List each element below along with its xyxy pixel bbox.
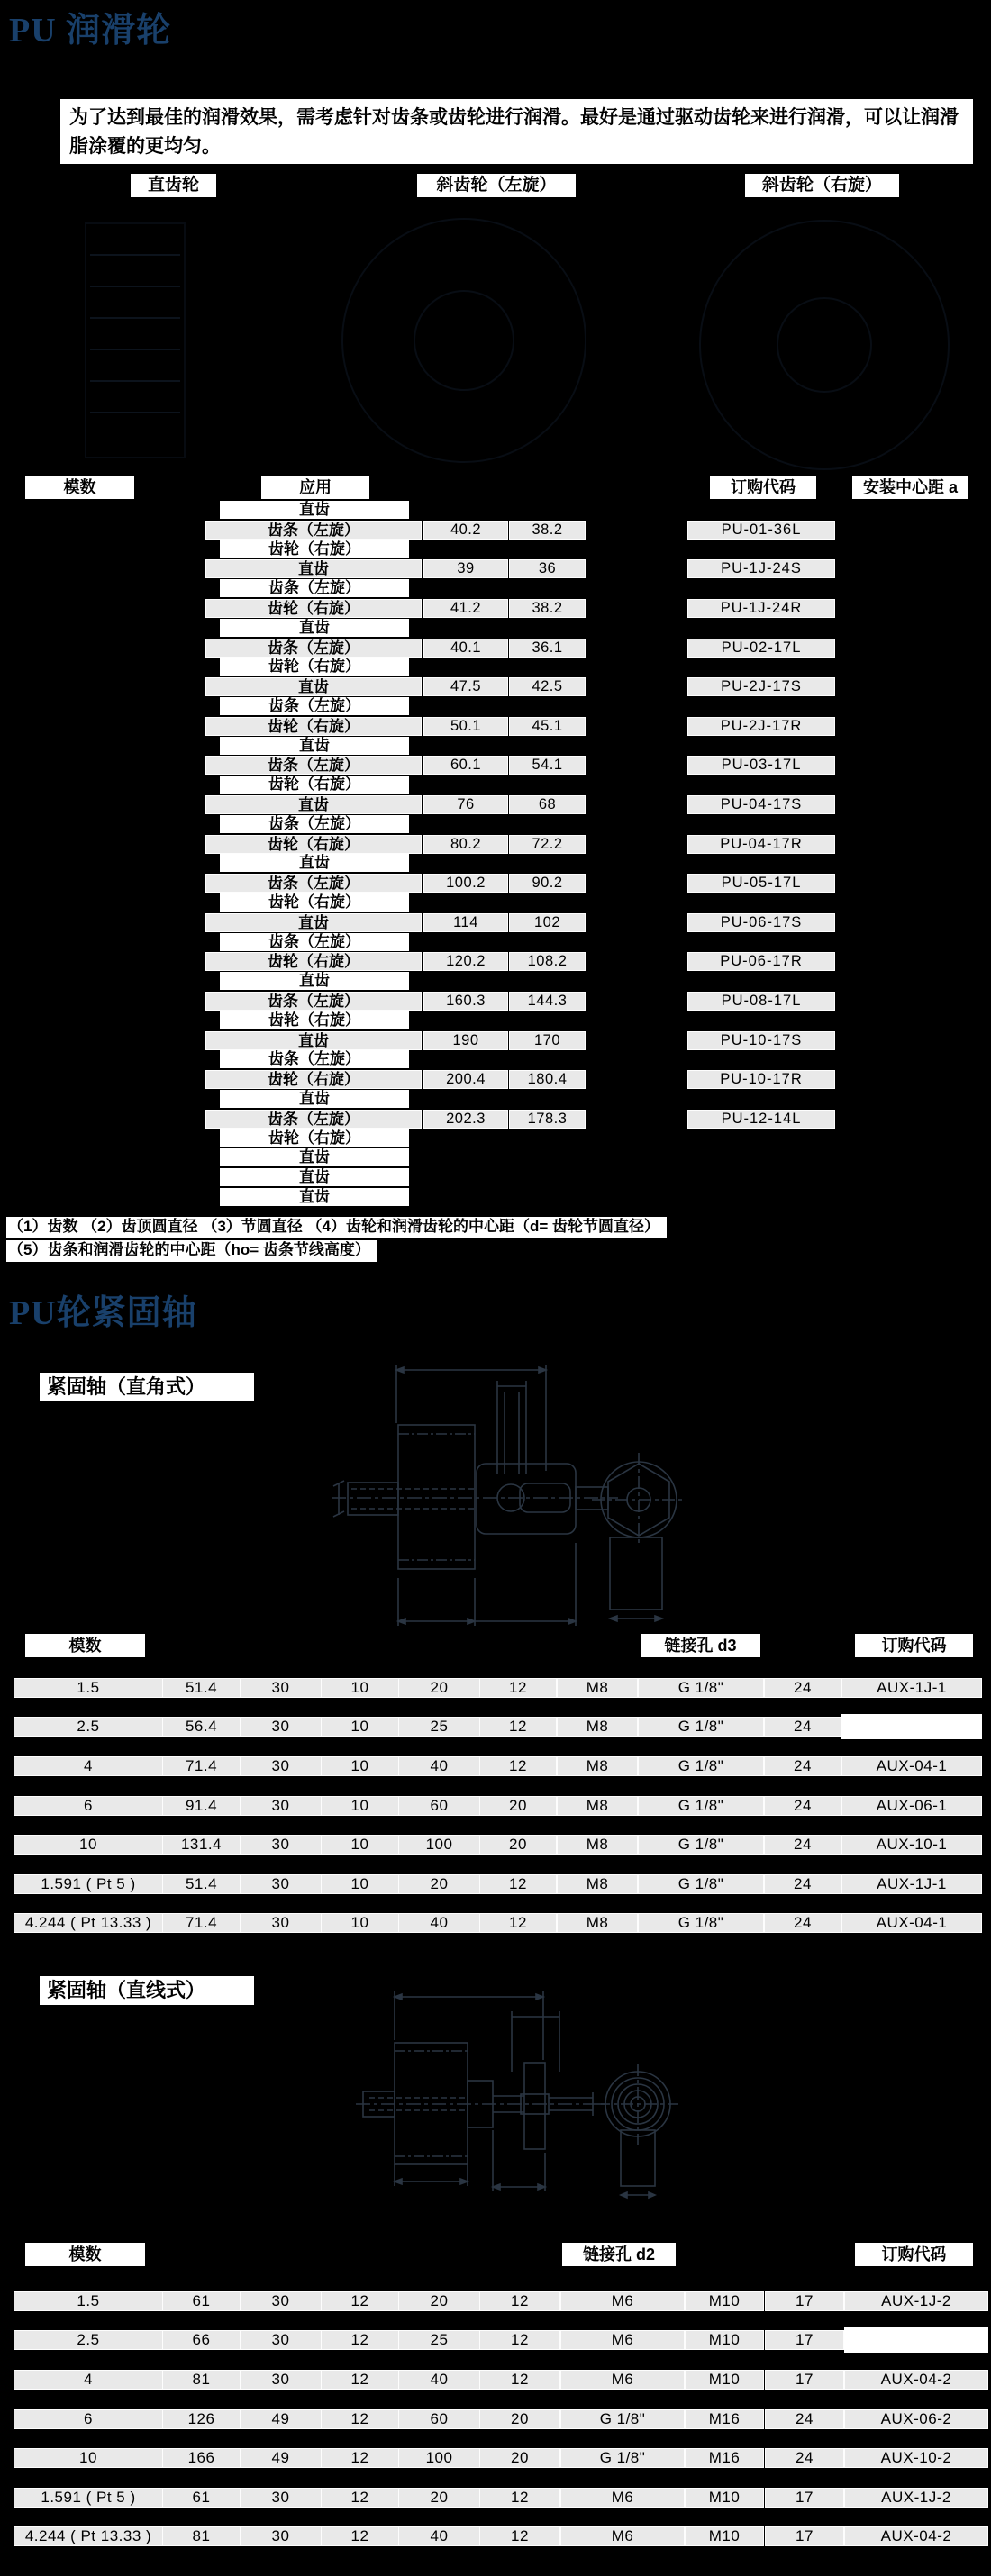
footnote-2: （5）齿条和润滑齿轮的中心距（ho= 齿条节线高度）	[6, 1240, 377, 1262]
value-cell: 24	[764, 1835, 841, 1855]
table-row	[0, 795, 991, 814]
value-cell-D: 38.2	[509, 521, 586, 540]
value-cell: 17	[765, 2370, 844, 2390]
application-cell: 齿轮（右旋）	[205, 835, 422, 854]
order-code-cell: AUX-06-2	[844, 2409, 988, 2429]
value-cell: 12	[479, 2488, 560, 2508]
table-row	[0, 1110, 991, 1129]
value-cell: 20	[398, 2291, 480, 2311]
module-cell: 4	[14, 2370, 163, 2390]
value-cell: 81	[162, 2526, 241, 2546]
table-row	[0, 677, 991, 696]
value-cell: M10	[685, 2291, 764, 2311]
application-cell: 齿条（左旋）	[205, 992, 422, 1011]
application-cell: 直齿	[205, 913, 422, 932]
value-cell: 25	[398, 1717, 480, 1737]
application-cell: 齿条（左旋）	[205, 521, 422, 540]
value-cell: 17	[765, 2488, 844, 2508]
value-cell: 40	[398, 2526, 480, 2546]
table-row	[0, 579, 991, 598]
value-cell: 71.4	[162, 1756, 241, 1776]
table-row	[0, 835, 991, 854]
value-cell: 30	[240, 2291, 322, 2311]
value-cell-d: 47.5	[423, 677, 508, 696]
value-cell-D: 170	[509, 1031, 586, 1050]
order-code-cell: PU-1J-24S	[687, 559, 835, 578]
value-cell: 24	[764, 1796, 841, 1816]
value-cell: 10	[321, 1796, 399, 1816]
value-cell: 12	[321, 2526, 399, 2546]
value-cell-d: 100.2	[423, 874, 508, 893]
image-label-spur-gear: 直齿轮	[130, 173, 217, 198]
order-code-cell: PU-2J-17R	[687, 717, 835, 736]
value-cell: 56.4	[162, 1717, 241, 1737]
order-code-cell: AUX-04-1	[841, 1913, 982, 1933]
order-code-cell: PU-08-17L	[687, 992, 835, 1011]
product-photo-helical-left	[297, 205, 631, 476]
table-row	[0, 933, 991, 952]
value-cell: 30	[240, 1678, 322, 1698]
table-row	[0, 1148, 991, 1167]
order-code-cell: PU-12-14L	[687, 1110, 835, 1129]
value-cell: 20	[479, 1835, 557, 1855]
table-row	[0, 1050, 991, 1069]
value-cell: 126	[162, 2409, 241, 2429]
table-row	[0, 1129, 991, 1148]
value-cell: 30	[240, 2526, 322, 2546]
application-cell: 齿条（左旋）	[220, 815, 409, 833]
value-cell-D: 90.2	[509, 874, 586, 893]
value-cell: 24	[765, 2409, 844, 2429]
product-photo-spur-gear	[50, 205, 248, 476]
value-cell: 40	[398, 1913, 480, 1933]
value-cell: 10	[321, 1913, 399, 1933]
table-row	[0, 952, 991, 971]
value-cell: 12	[321, 2291, 399, 2311]
value-cell-D: 144.3	[509, 992, 586, 1011]
order-code-cell: PU-05-17L	[687, 874, 835, 893]
value-cell: 100	[398, 1835, 480, 1855]
table-row	[0, 756, 991, 775]
value-cell: M8	[557, 1756, 638, 1776]
value-cell: M10	[685, 2330, 764, 2350]
value-cell: 20	[479, 1796, 557, 1816]
application-cell: 齿轮（右旋）	[220, 1129, 409, 1147]
application-cell: 齿轮（右旋）	[220, 658, 409, 676]
module-cell: 6	[14, 1796, 163, 1816]
value-cell-d: 76	[423, 795, 508, 814]
table-row	[0, 972, 991, 991]
table-row	[0, 913, 991, 932]
value-cell: 30	[240, 2370, 322, 2390]
value-cell: 20	[398, 1678, 480, 1698]
table-b-header-module: 模数	[25, 2243, 145, 2266]
table-row	[0, 1090, 991, 1109]
value-cell: M10	[685, 2488, 764, 2508]
value-cell: 20	[398, 2488, 480, 2508]
value-cell: M16	[685, 2448, 764, 2468]
order-code-cell: AUX-04-1	[841, 1756, 982, 1776]
value-cell: 30	[240, 1717, 322, 1737]
page-title: PU 润滑轮	[9, 12, 172, 50]
value-cell-d: 202.3	[423, 1110, 508, 1129]
value-cell: 12	[479, 2330, 560, 2350]
value-cell: 40	[398, 1756, 480, 1776]
value-cell: 30	[240, 2330, 322, 2350]
value-cell-d: 40.2	[423, 521, 508, 540]
value-cell: G 1/8"	[638, 1717, 764, 1737]
application-cell: 齿轮（右旋）	[205, 717, 422, 736]
value-cell: 12	[479, 1756, 557, 1776]
value-cell: M8	[557, 1913, 638, 1933]
application-cell: 直齿	[205, 677, 422, 696]
application-cell: 齿条（左旋）	[205, 874, 422, 893]
application-cell: 齿轮（右旋）	[220, 893, 409, 912]
table-row	[0, 1070, 991, 1089]
value-cell: 10	[321, 1835, 399, 1855]
value-cell: 20	[479, 2448, 560, 2468]
application-cell: 齿条（左旋）	[220, 933, 409, 951]
order-code-cell: AUX-1J-1	[841, 1678, 982, 1698]
value-cell-D: 102	[509, 913, 586, 932]
value-cell: M10	[685, 2370, 764, 2390]
main-header-module: 模数	[25, 476, 134, 499]
table-row	[0, 1011, 991, 1030]
value-cell-D: 45.1	[509, 717, 586, 736]
technical-drawing-straight	[351, 1986, 982, 2211]
table-row	[0, 737, 991, 756]
value-cell-d: 120.2	[423, 952, 508, 971]
order-code-cell: AUX-10-1	[841, 1835, 982, 1855]
value-cell-d: 39	[423, 559, 508, 578]
value-cell: 17	[765, 2291, 844, 2311]
value-cell: 17	[765, 2526, 844, 2546]
value-cell-D: 38.2	[509, 599, 586, 618]
value-cell-d: 60.1	[423, 756, 508, 775]
value-cell: G 1/8"	[560, 2409, 685, 2429]
module-cell: 10	[14, 2448, 163, 2468]
order-code-cell: PU-06-17R	[687, 952, 835, 971]
value-cell: 10	[321, 1874, 399, 1894]
order-code-cell: AUX-1J-2	[844, 2488, 988, 2508]
value-cell: 166	[162, 2448, 241, 2468]
value-cell: 49	[240, 2409, 322, 2429]
value-cell: 24	[764, 1756, 841, 1776]
table-row	[0, 992, 991, 1011]
value-cell: 24	[764, 1717, 841, 1737]
value-cell-d: 160.3	[423, 992, 508, 1011]
application-cell: 齿条（左旋）	[205, 1110, 422, 1129]
value-cell: M6	[560, 2370, 685, 2390]
value-cell: 12	[479, 1717, 557, 1737]
order-code-cell: PU-04-17R	[687, 835, 835, 854]
value-cell: M16	[685, 2409, 764, 2429]
application-cell: 齿轮（右旋）	[220, 540, 409, 558]
value-cell: 30	[240, 1835, 322, 1855]
application-cell: 齿轮（右旋）	[205, 599, 422, 618]
module-cell: 2.5	[14, 1717, 163, 1737]
module-cell: 1.591 ( Pt 5 )	[14, 2488, 163, 2508]
table-row	[0, 717, 991, 736]
value-cell: M6	[560, 2526, 685, 2546]
section2-title: PU轮紧固轴	[9, 1294, 197, 1332]
table-row	[0, 599, 991, 618]
table-row	[0, 559, 991, 578]
value-cell: 12	[479, 2291, 560, 2311]
value-cell: 12	[479, 1678, 557, 1698]
value-cell: 12	[321, 2488, 399, 2508]
value-cell: 71.4	[162, 1913, 241, 1933]
application-cell: 齿条（左旋）	[205, 639, 422, 658]
order-code-cell: PU-04-17S	[687, 795, 835, 814]
order-code-cell: PU-2J-17S	[687, 677, 835, 696]
value-cell: G 1/8"	[638, 1796, 764, 1816]
value-cell: 100	[398, 2448, 480, 2468]
value-cell-D: 36.1	[509, 639, 586, 658]
value-cell: 51.4	[162, 1678, 241, 1698]
application-cell: 齿条（左旋）	[220, 697, 409, 715]
order-code-cell: PU-10-17R	[687, 1070, 835, 1089]
table-a-header-module: 模数	[25, 1634, 145, 1657]
table-row	[0, 639, 991, 658]
application-cell: 直齿	[220, 1090, 409, 1108]
value-cell: M6	[560, 2291, 685, 2311]
order-code-cell	[844, 2327, 988, 2353]
value-cell: 25	[398, 2330, 480, 2350]
subsection-label-straight: 紧固轴（直线式）	[40, 1976, 254, 2005]
application-cell: 齿轮（右旋）	[220, 1011, 409, 1029]
table-a-header-hole-d3: 链接孔 d3	[641, 1634, 760, 1657]
value-cell: 20	[479, 2409, 560, 2429]
order-code-cell: AUX-1J-1	[841, 1874, 982, 1894]
value-cell: 12	[479, 1874, 557, 1894]
image-label-helical-right: 斜齿轮（右旋）	[744, 173, 900, 198]
value-cell: 81	[162, 2370, 241, 2390]
main-header-application: 应用	[261, 476, 369, 499]
application-cell: 直齿	[220, 1168, 409, 1186]
value-cell: 91.4	[162, 1796, 241, 1816]
value-cell: M8	[557, 1796, 638, 1816]
value-cell: 12	[479, 1913, 557, 1933]
table-row	[0, 854, 991, 873]
value-cell: M10	[685, 2526, 764, 2546]
value-cell: 30	[240, 2488, 322, 2508]
value-cell: G 1/8"	[638, 1678, 764, 1698]
value-cell-d: 50.1	[423, 717, 508, 736]
value-cell: G 1/8"	[638, 1756, 764, 1776]
module-cell: 1.5	[14, 1678, 163, 1698]
value-cell: M8	[557, 1717, 638, 1737]
value-cell: 51.4	[162, 1874, 241, 1894]
value-cell-D: 108.2	[509, 952, 586, 971]
order-code-cell: PU-03-17L	[687, 756, 835, 775]
application-cell: 齿条（左旋）	[205, 756, 422, 775]
table-row	[0, 893, 991, 912]
value-cell: 30	[240, 1796, 322, 1816]
application-cell: 齿条（左旋）	[220, 579, 409, 597]
table-row	[0, 540, 991, 559]
value-cell-D: 54.1	[509, 756, 586, 775]
table-b-header-hole-d2: 链接孔 d2	[562, 2243, 676, 2266]
value-cell: M6	[560, 2330, 685, 2350]
application-cell: 齿轮（右旋）	[220, 776, 409, 794]
value-cell-d: 41.2	[423, 599, 508, 618]
module-cell: 1.5	[14, 2291, 163, 2311]
application-cell: 直齿	[220, 1148, 409, 1166]
application-cell: 直齿	[220, 501, 409, 519]
module-cell: 6	[14, 2409, 163, 2429]
value-cell: 24	[764, 1913, 841, 1933]
value-cell-D: 72.2	[509, 835, 586, 854]
module-cell: 2.5	[14, 2330, 163, 2350]
value-cell: G 1/8"	[638, 1874, 764, 1894]
order-code-cell: AUX-10-2	[844, 2448, 988, 2468]
value-cell-D: 68	[509, 795, 586, 814]
application-cell: 直齿	[205, 559, 422, 578]
value-cell: 66	[162, 2330, 241, 2350]
order-code-cell: AUX-06-1	[841, 1796, 982, 1816]
value-cell: G 1/8"	[638, 1835, 764, 1855]
order-code-cell	[841, 1714, 982, 1739]
value-cell: 24	[764, 1678, 841, 1698]
application-cell: 直齿	[220, 737, 409, 755]
value-cell-d: 80.2	[423, 835, 508, 854]
table-row	[0, 815, 991, 834]
product-photo-helical-right	[667, 205, 982, 476]
value-cell: M8	[557, 1874, 638, 1894]
value-cell: 61	[162, 2488, 241, 2508]
application-cell: 直齿	[220, 619, 409, 637]
intro-text-box: 为了达到最佳的润滑效果，需考虑针对齿条或齿轮进行润滑。最好是通过驱动齿轮来进行润滑，可以让润滑脂涂覆的更均匀。	[59, 98, 974, 165]
value-cell: 12	[479, 2526, 560, 2546]
table-row	[0, 1031, 991, 1050]
value-cell-d: 40.1	[423, 639, 508, 658]
technical-drawing-right-angle	[297, 1356, 811, 1635]
application-cell: 直齿	[220, 1188, 409, 1206]
table-a-header-order-code: 订购代码	[855, 1634, 973, 1657]
value-cell: 24	[765, 2448, 844, 2468]
order-code-cell: PU-10-17S	[687, 1031, 835, 1050]
value-cell: 10	[321, 1717, 399, 1737]
main-header-center-distance: 安装中心距 a	[852, 476, 968, 499]
value-cell: M6	[560, 2488, 685, 2508]
table-row	[0, 521, 991, 540]
module-cell: 4.244 ( Pt 13.33 )	[14, 1913, 163, 1933]
table-row	[0, 1188, 991, 1207]
value-cell: 10	[321, 1756, 399, 1776]
value-cell-d: 190	[423, 1031, 508, 1050]
table-row	[0, 697, 991, 716]
value-cell: 30	[240, 1913, 322, 1933]
value-cell: 20	[398, 1874, 480, 1894]
application-cell: 直齿	[205, 1031, 422, 1050]
value-cell: 17	[765, 2330, 844, 2350]
value-cell-d: 200.4	[423, 1070, 508, 1089]
order-code-cell: AUX-04-2	[844, 2526, 988, 2546]
order-code-cell: PU-06-17S	[687, 913, 835, 932]
value-cell-D: 178.3	[509, 1110, 586, 1129]
module-cell: 10	[14, 1835, 163, 1855]
value-cell: 12	[321, 2409, 399, 2429]
value-cell-D: 36	[509, 559, 586, 578]
application-cell: 齿条（左旋）	[220, 1050, 409, 1068]
value-cell: 131.4	[162, 1835, 241, 1855]
application-cell: 直齿	[220, 972, 409, 990]
value-cell-D: 42.5	[509, 677, 586, 696]
value-cell: 12	[321, 2448, 399, 2468]
table-row	[0, 658, 991, 676]
value-cell-d: 114	[423, 913, 508, 932]
application-cell: 齿轮（右旋）	[205, 1070, 422, 1089]
value-cell: 40	[398, 2370, 480, 2390]
value-cell: 30	[240, 1756, 322, 1776]
value-cell: 60	[398, 2409, 480, 2429]
subsection-label-right-angle: 紧固轴（直角式）	[40, 1373, 254, 1401]
module-cell: 1.591 ( Pt 5 )	[14, 1874, 163, 1894]
table-row	[0, 1168, 991, 1187]
image-label-helical-left: 斜齿轮（左旋）	[416, 173, 577, 198]
value-cell-D: 180.4	[509, 1070, 586, 1089]
value-cell: 60	[398, 1796, 480, 1816]
value-cell: 12	[321, 2370, 399, 2390]
module-cell: 4.244 ( Pt 13.33 )	[14, 2526, 163, 2546]
value-cell: 12	[321, 2330, 399, 2350]
value-cell: G 1/8"	[638, 1913, 764, 1933]
value-cell: 10	[321, 1678, 399, 1698]
value-cell: M8	[557, 1678, 638, 1698]
module-cell: 4	[14, 1756, 163, 1776]
order-code-cell: PU-02-17L	[687, 639, 835, 658]
order-code-cell: PU-1J-24R	[687, 599, 835, 618]
value-cell: 49	[240, 2448, 322, 2468]
value-cell: 24	[764, 1874, 841, 1894]
order-code-cell: PU-01-36L	[687, 521, 835, 540]
value-cell: 61	[162, 2291, 241, 2311]
value-cell: G 1/8"	[560, 2448, 685, 2468]
main-header-order-code: 订购代码	[710, 476, 816, 499]
value-cell: 30	[240, 1874, 322, 1894]
application-cell: 直齿	[205, 795, 422, 814]
table-b-header-order-code: 订购代码	[855, 2243, 973, 2266]
footnote-1: （1）齿数 （2）齿顶圆直径 （3）节圆直径 （4）齿轮和润滑齿轮的中心距（d= 齿轮节圆直径）	[6, 1217, 667, 1238]
application-cell: 齿轮（右旋）	[205, 952, 422, 971]
value-cell: M8	[557, 1835, 638, 1855]
table-row	[0, 501, 991, 520]
order-code-cell: AUX-04-2	[844, 2370, 988, 2390]
application-cell: 直齿	[220, 854, 409, 872]
order-code-cell: AUX-1J-2	[844, 2291, 988, 2311]
value-cell: 12	[479, 2370, 560, 2390]
table-row	[0, 874, 991, 893]
table-row	[0, 776, 991, 794]
table-row	[0, 619, 991, 638]
